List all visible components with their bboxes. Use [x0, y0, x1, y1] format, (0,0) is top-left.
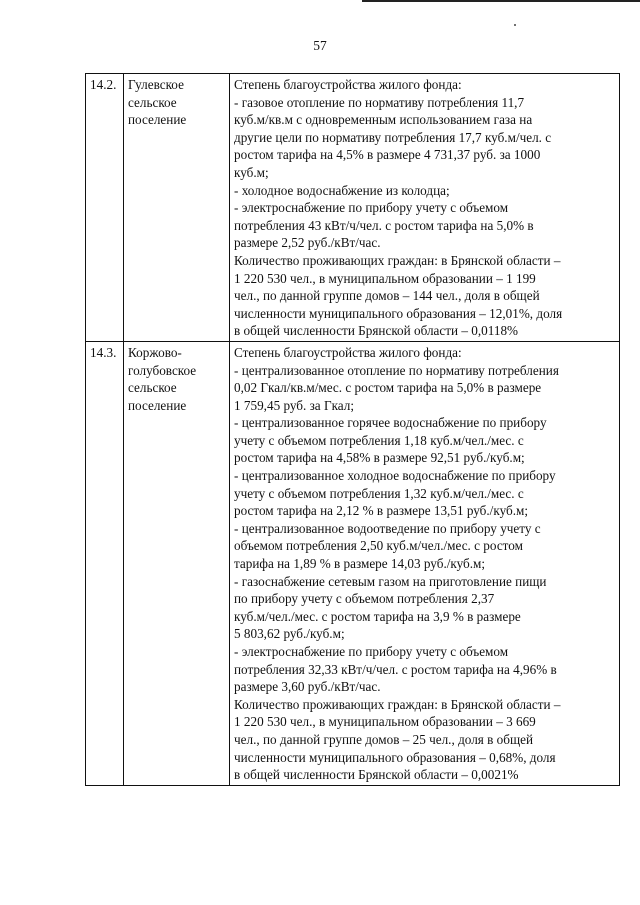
settlement-name-line: сельское — [128, 380, 177, 396]
description-line: численности муниципального образования – 0,68%, доля — [234, 749, 556, 765]
description-line: потребления 43 кВт/ч/чел. с ростом тарифа на 5,0% в — [234, 217, 534, 233]
description-line: Количество проживающих граждан: в Брянской области – — [234, 696, 561, 712]
settlement-name — [124, 341, 230, 785]
description-line: - газоснабжение сетевым газом на приготовление пищи — [234, 573, 547, 589]
description-line: ростом тарифа на 4,58% в размере 92,51 руб./куб.м; — [234, 450, 525, 466]
table-row — [86, 74, 620, 342]
description-line: в общей численности Брянской области – 0,0021% — [234, 767, 519, 783]
settlement-name-line: сельское — [128, 94, 177, 110]
description-line: 1 220 530 чел., в муниципальном образовании – 1 199 — [234, 270, 536, 286]
description-line: численности муниципального образования – 12,01%, доля — [234, 305, 563, 321]
description-line: чел., по данной группе домов – 144 чел., доля в общей — [234, 288, 540, 304]
settlement-name-line: поселение — [128, 397, 187, 413]
description-line: чел., по данной группе домов – 25 чел., доля в общей — [234, 731, 534, 747]
description-line: другие цели по нормативу потребления 17,7 куб.м/чел. с — [234, 129, 552, 145]
description-line: объемом потребления 2,50 куб.м/чел./мес. с ростом — [234, 538, 523, 554]
row-number: 14.2. — [86, 74, 124, 342]
scan-speck — [514, 24, 516, 26]
description-line: учету с объемом потребления 1,32 куб.м/чел./мес. с — [234, 485, 524, 501]
settlement-name-line: Коржово- — [128, 344, 182, 360]
description-line: 5 803,62 руб./куб.м; — [234, 626, 345, 642]
page-number: 57 — [313, 38, 327, 53]
description-line: - электроснабжение по прибору учету с объемом — [234, 200, 509, 216]
settlement-name-line: голубовское — [128, 362, 197, 378]
description-line: куб.м; — [234, 164, 269, 180]
description-line: размере 3,60 руб./кВт/час. — [234, 679, 381, 695]
description-line: учету с объемом потребления 1,18 куб.м/чел./мес. с — [234, 432, 524, 448]
description-line: Степень благоустройства жилого фонда: — [234, 344, 462, 360]
description-line: Количество проживающих граждан: в Брянской области – — [234, 252, 561, 268]
description-line: 0,02 Гкал/кв.м/мес. с ростом тарифа на 5,0% в размере — [234, 380, 542, 396]
description-line: - электроснабжение по прибору учету с объемом — [234, 644, 509, 659]
description-line: ростом тарифа на 4,5% в размере 4 731,37 руб. за 1000 — [234, 147, 541, 163]
table-body — [86, 74, 620, 786]
housing-description — [230, 341, 620, 785]
description-line: потребления 32,33 кВт/ч/чел. с ростом тарифа на 4,96% в — [234, 661, 557, 677]
settlement-name-line: Гулевское — [128, 77, 184, 92]
description-line: - газовое отопление по нормативу потребления 11,7 — [234, 94, 525, 110]
settlement-name — [124, 74, 230, 342]
description-line: - централизованное водоотведение по прибору учету с — [234, 520, 541, 536]
description-line: в общей численности Брянской области – 0,0118% — [234, 323, 519, 339]
description-line: тарифа на 1,89 % в размере 14,03 руб./куб.м; — [234, 556, 486, 572]
housing-description — [230, 74, 620, 342]
description-line: размере 2,52 руб./кВт/час. — [234, 235, 381, 251]
description-line: куб.м/чел./мес. с ростом тарифа на 3,9 % в размере — [234, 608, 521, 624]
table-row — [86, 341, 620, 785]
description-line: по прибору учету с объемом потребления 2,37 — [234, 591, 495, 607]
description-line: - централизованное горячее водоснабжение по прибору — [234, 415, 547, 431]
description-line: 1 759,45 руб. за Гкал; — [234, 397, 355, 413]
settlements-table — [85, 73, 620, 786]
description-line: - холодное водоснабжение из колодца; — [234, 182, 450, 198]
description-line: - централизованное отопление по нормативу потребления — [234, 362, 559, 378]
row-number: 14.3. — [86, 341, 124, 785]
description-line: Степень благоустройства жилого фонда: — [234, 77, 462, 92]
description-line: 1 220 530 чел., в муниципальном образовании – 3 669 — [234, 714, 536, 730]
settlement-name-line: поселение — [128, 112, 187, 128]
description-line: куб.м/кв.м с одновременным использованием газа на — [234, 112, 533, 128]
description-line: - централизованное холодное водоснабжение по прибору — [234, 468, 556, 484]
description-line: ростом тарифа на 2,12 % в размере 13,51 руб./куб.м; — [234, 503, 529, 519]
